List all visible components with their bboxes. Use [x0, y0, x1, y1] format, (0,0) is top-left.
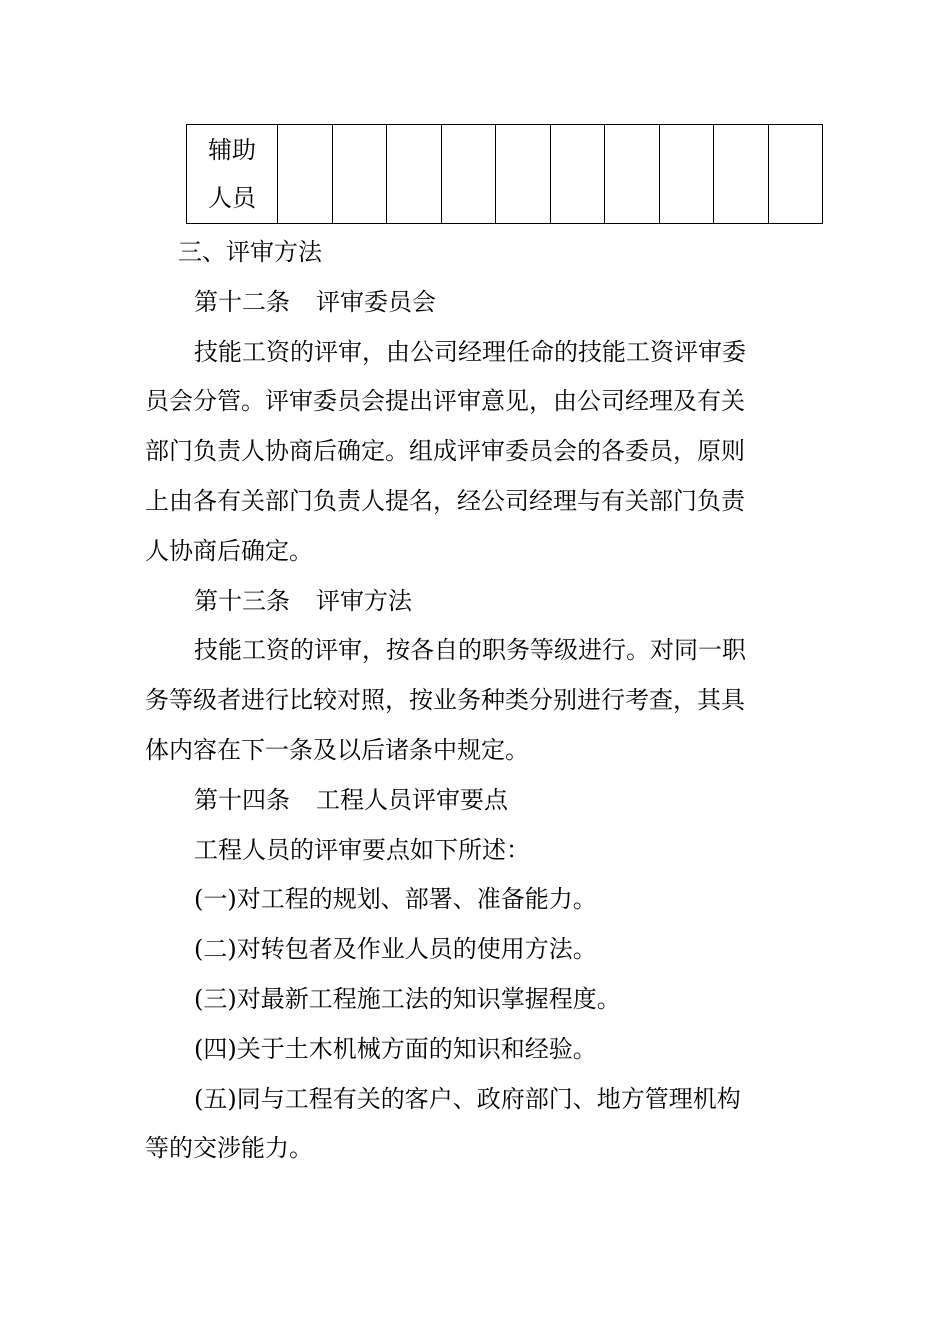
- table-cell: [387, 125, 442, 224]
- table-cell: [605, 125, 660, 224]
- table-cell: [332, 125, 387, 224]
- list-item: (四)关于土木机械方面的知识和经验。: [194, 1034, 597, 1063]
- article-14-heading: [145, 776, 785, 826]
- paragraph-line: 部门负责人协商后确定。组成评审委员会的各委员，原则: [145, 437, 745, 466]
- table-cell: [659, 125, 714, 224]
- table-cell: [768, 125, 823, 224]
- table-row: [187, 125, 823, 224]
- article-13-heading: [145, 577, 785, 627]
- paragraph-line: 人协商后确定。: [145, 536, 313, 565]
- article-title: 工程人员评审要点: [316, 785, 508, 814]
- table-cell: [441, 125, 496, 224]
- section-heading: 三、评审方法: [178, 238, 322, 266]
- article-number: 第十二条: [194, 287, 290, 316]
- table-cell: [496, 125, 551, 224]
- paragraph-line: 体内容在下一条及以后诸条中规定。: [145, 735, 529, 764]
- list-item: (五)同与工程有关的客户、政府部门、地方管理机构: [194, 1084, 741, 1113]
- paragraph-line: 技能工资的评审，由公司经理任命的技能工资评审委: [194, 337, 746, 366]
- article-number: 第十三条: [194, 586, 290, 615]
- paragraph-line: 员会分管。评审委员会提出评审意见，由公司经理及有关: [145, 387, 745, 416]
- table-cell: [714, 125, 769, 224]
- paragraph-line: 务等级者进行比较对照，按业务种类分别进行考查，其具: [145, 686, 745, 715]
- paragraph-line: 上由各有关部门负责人提名，经公司经理与有关部门负责: [145, 486, 745, 515]
- paragraph-line: 技能工资的评审，按各自的职务等级进行。对同一职: [194, 636, 746, 665]
- article-12-heading: [145, 278, 785, 328]
- list-item-continuation: 等的交涉能力。: [145, 1134, 313, 1163]
- table-cell: [550, 125, 605, 224]
- list-item: (三)对最新工程施工法的知识掌握程度。: [194, 984, 621, 1013]
- article-title: 评审委员会: [316, 287, 436, 316]
- article-number: 第十四条: [194, 785, 290, 814]
- row-label-line: 辅助: [208, 136, 256, 164]
- list-item: (一)对工程的规划、部署、准备能力。: [194, 885, 597, 914]
- paragraph-line: 工程人员的评审要点如下所述：: [194, 835, 530, 864]
- document-body: [145, 228, 785, 1174]
- row-label-line: 人员: [208, 184, 256, 212]
- list-item: (二)对转包者及作业人员的使用方法。: [194, 935, 597, 964]
- row-label-cell: [187, 125, 278, 224]
- staff-table: [186, 124, 823, 224]
- article-title: 评审方法: [316, 586, 412, 615]
- table-cell: [278, 125, 333, 224]
